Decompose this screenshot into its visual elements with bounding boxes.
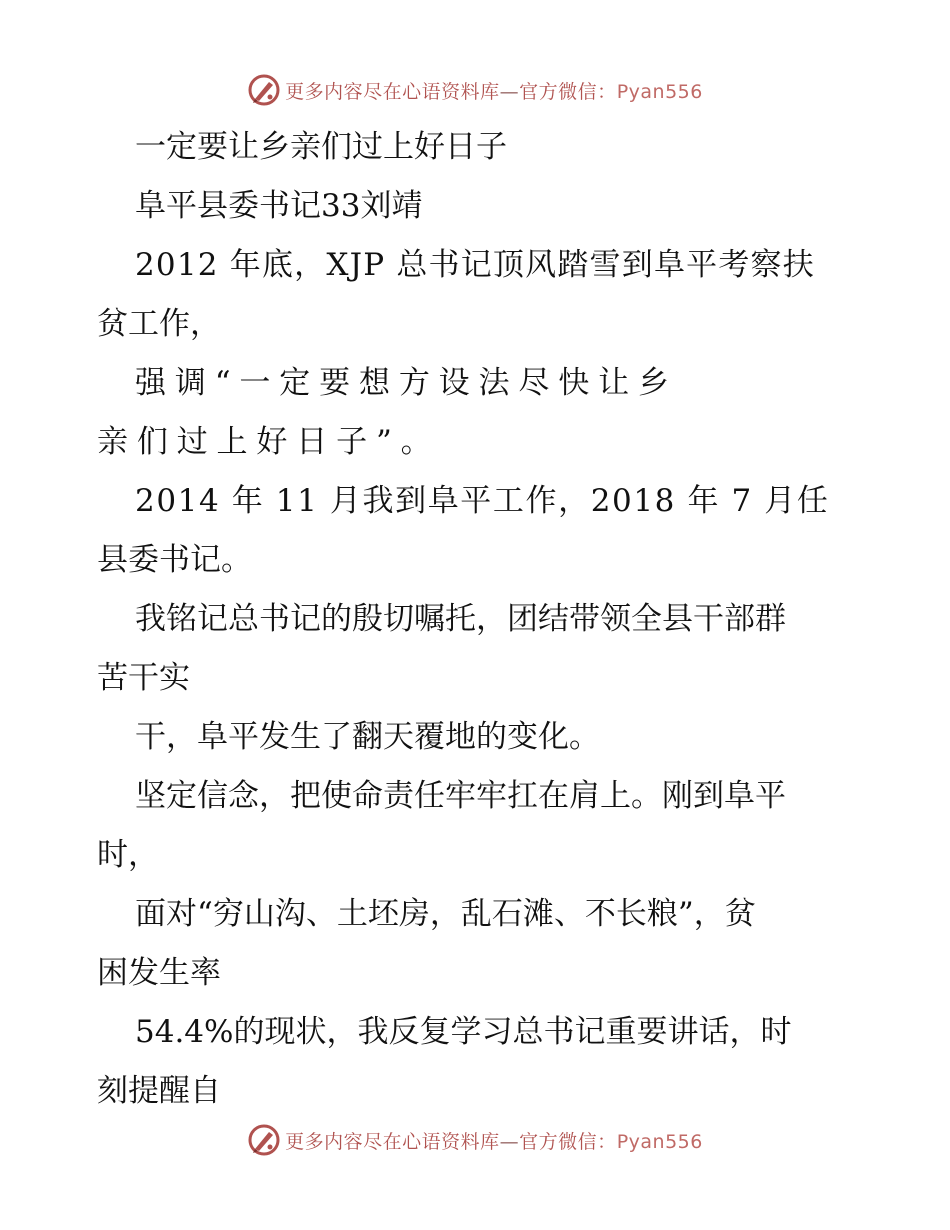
paragraph-line: 困发生率 [97,955,221,991]
watermark-banner-bottom [0,1120,950,1160]
paragraph-line: 干，阜平发生了翻天覆地的变化。 [135,719,600,755]
paragraph-line: 苦干实 [97,660,190,696]
paragraph-line: 县委书记。 [97,542,252,578]
watermark-banner-top [0,70,950,110]
document-title: 一定要让乡亲们过上好日子 [135,129,507,165]
paragraph-line: 面对“穷山沟、土坯房，乱石滩、不长粮”，贫 [135,896,756,932]
author-line: 阜平县委书记33刘靖 [135,188,423,224]
paragraph-line: 2014 年 11 月我到阜平工作，2018 年 7 月任 [135,483,830,519]
paragraph-line: 亲 们 过 上 好 日 子 ” 。 [97,424,432,460]
watermark-text: 更多内容尽在心语资料库—官方微信：Pyan556 [285,80,703,103]
watermark-text: 更多内容尽在心语资料库—官方微信：Pyan556 [285,1130,703,1153]
paragraph-line: 强 调 “ 一 定 要 想 方 设 法 尽 快 让 乡 [135,365,669,401]
paragraph-line: 时， [97,837,159,873]
paragraph-line: 坚定信念，把使命责任牢牢扛在肩上。刚到阜平 [135,778,786,814]
paragraph-line: 54.4%的现状，我反复学习总书记重要讲话，时 [135,1014,792,1050]
paragraph-line: 贫工作， [97,306,221,342]
pen-logo-icon [247,73,281,107]
paragraph-line: 刻提醒自 [97,1073,221,1109]
paragraph-line: 我铭记总书记的殷切嘱托，团结带领全县干部群 [135,601,786,637]
pen-logo-icon [247,1123,281,1157]
paragraph-line: 2012 年底，XJP 总书记顶风踏雪到阜平考察扶 [135,247,815,283]
